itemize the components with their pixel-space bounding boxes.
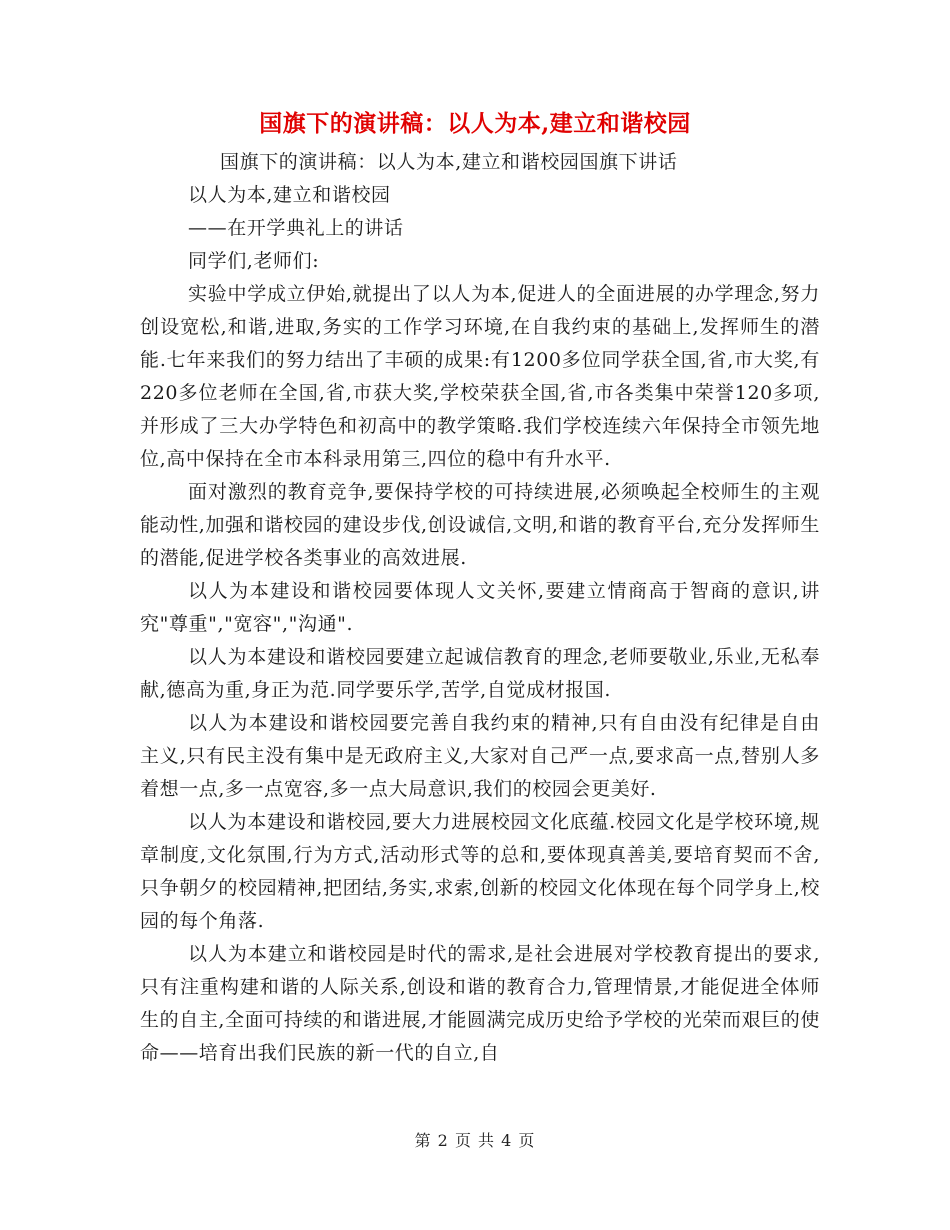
paragraph-body: 以人为本建设和谐校园要建立起诚信教育的理念,老师要敬业,乐业,无私奉献,德高为重,身正为范.同学要乐学,苦学,自觉成材报国.	[140, 646, 820, 701]
paragraph-body: 以人为本建设和谐校园,要大力进展校园文化底蕴.校园文化是学校环境,规章制度,文化氛围,行为方式,活动形式等的总和,要体现真善美,要培育契而不舍,只争朝夕的校园精神,把团结,务实,求索,创新的校园文化体现在每个同学身上,校园的每个角落.	[140, 811, 820, 932]
paragraph-body: 以人为本建设和谐校园要完善自我约束的精神,只有自由没有纪律是自由主义,只有民主没有集中是无政府主义,大家对自己严一点,要求高一点,替别人多着想一点,多一点宽容,多一点大局意识,我们的校园会更美好.	[140, 712, 820, 800]
paragraph-body: 实验中学成立伊始,就提出了以人为本,促进人的全面进展的办学理念,努力创设宽松,和谐,进取,务实的工作学习环境,在自我约束的基础上,发挥师生的潜能.七年来我们的努力结出了丰硕的成果:有1200多位同学获全国,省,市大奖,有220多位老师在全国,省,市获大奖,学校荣获全国,省,市各类集中荣誉120多项,并形成了三大办学特色和初高中的教学策略.我们学校连续六年保持全市领先地位,高中保持在全市本科录用第三,四位的稳中有升水平.	[140, 283, 820, 470]
paragraph-body: 以人为本建立和谐校园是时代的需求,是社会进展对学校教育提出的要求,只有注重构建和谐的人际关系,创设和谐的教育合力,管理情景,才能促进全体师生的自主,全面可持续的和谐进展,才能圆满完成历史给予学校的光荣而艰巨的使命——培育出我们民族的新一代的自立,自	[140, 943, 820, 1064]
paragraph-subtitle: 国旗下的演讲稿：以人为本,建立和谐校园国旗下讲话	[220, 151, 678, 173]
paragraph-heading: 以人为本,建立和谐校园	[188, 184, 391, 206]
page-number-footer: 第 2 页 共 4 页	[414, 1131, 536, 1150]
document-title: 国旗下的演讲稿：以人为本,建立和谐校园	[259, 110, 691, 137]
paragraph-occasion: ——在开学典礼上的讲话	[188, 217, 404, 239]
paragraph-body: 以人为本建设和谐校园要体现人文关怀,要建立情商高于智商的意识,讲究"尊重","宽容","沟通".	[140, 580, 820, 635]
paragraph-body: 面对激烈的教育竞争,要保持学校的可持续进展,必须唤起全校师生的主观能动性,加强和谐校园的建设步伐,创设诚信,文明,和谐的教育平台,充分发挥师生的潜能,促进学校各类事业的高效进展.	[140, 481, 820, 569]
document-body	[140, 146, 820, 1070]
paragraph-greeting: 同学们,老师们:	[188, 250, 320, 272]
